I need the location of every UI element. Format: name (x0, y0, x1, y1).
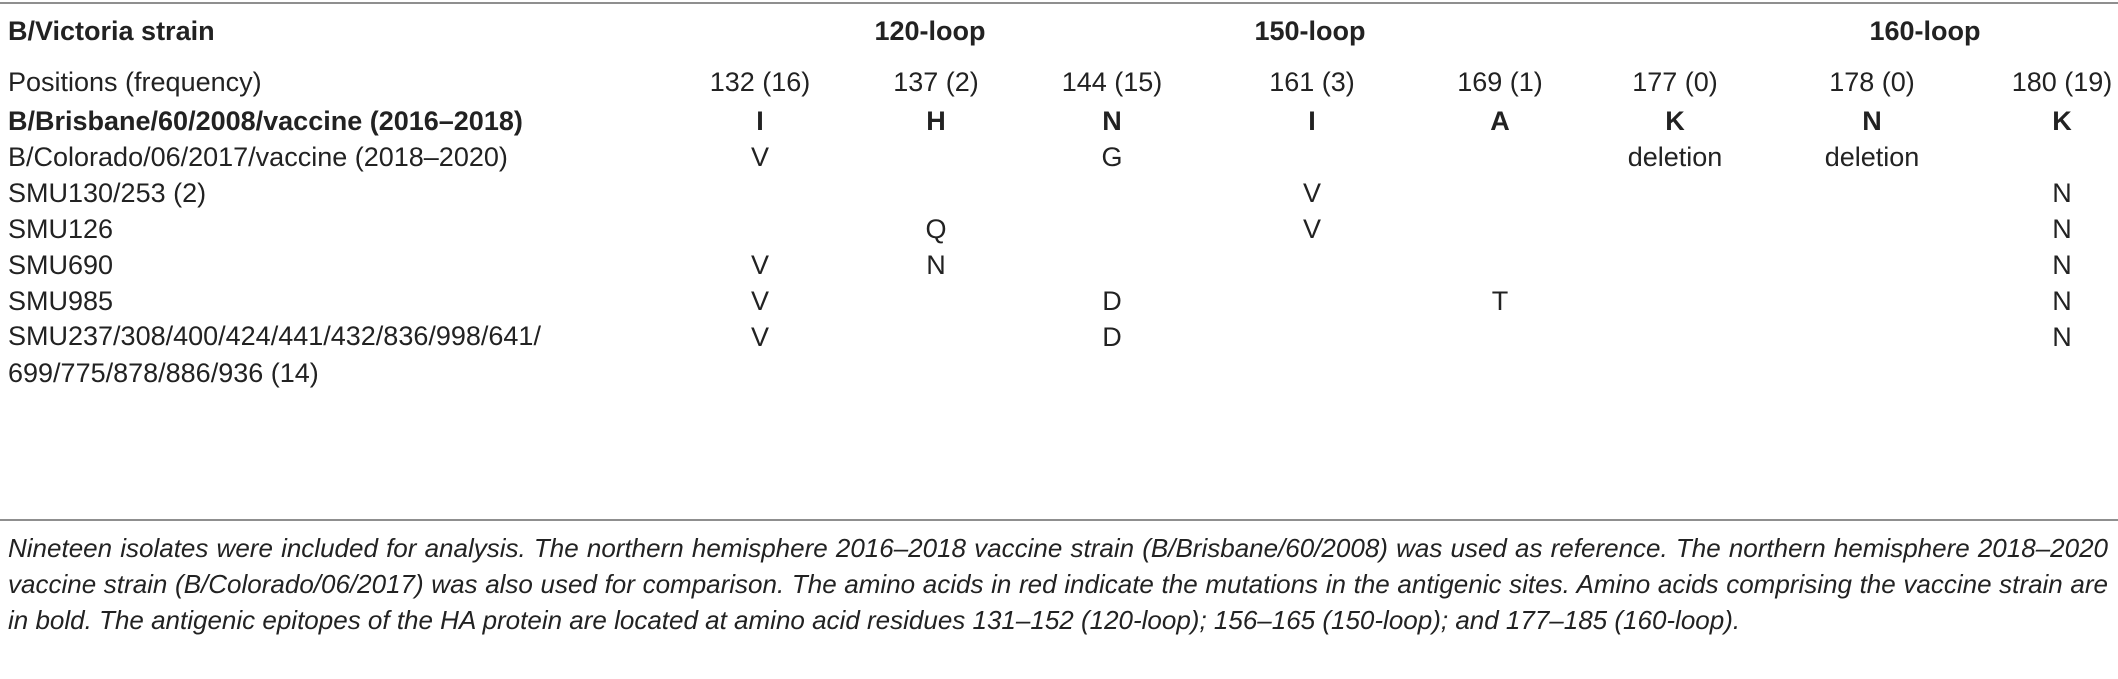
table-top-rule (0, 2, 2118, 4)
header-loop-150: 150-loop (1254, 16, 1366, 46)
residue-cell: G (1101, 142, 1123, 172)
residue-cell: V (1302, 178, 1321, 208)
position-cell: 180 (19) (2011, 67, 2113, 97)
residue-cell: N (926, 250, 946, 280)
residue-cell: K (2052, 106, 2072, 136)
residue-cell: D (1102, 286, 1122, 316)
residue-cell: V (1302, 214, 1321, 244)
strain-name: SMU690 (8, 250, 114, 280)
residue-cell: N (2052, 250, 2072, 280)
residue-cell: N (2052, 286, 2072, 316)
header-loop-120: 120-loop (874, 16, 986, 46)
positions-label: Positions (frequency) (8, 67, 262, 97)
residue-cell: V (750, 142, 769, 172)
strain-name: SMU126 (8, 214, 114, 244)
residue-cell: N (2052, 322, 2072, 352)
residue-cell: N (2052, 214, 2072, 244)
strain-name: SMU130/253 (2) (8, 178, 207, 208)
residue-cell: N (2052, 178, 2072, 208)
strain-name: B/Brisbane/60/2008/vaccine (2016–2018) (8, 106, 523, 136)
residue-cell: I (1308, 106, 1316, 136)
position-cell: 144 (15) (1061, 67, 1163, 97)
residue-cell: H (926, 106, 946, 136)
position-cell: 177 (0) (1632, 67, 1718, 97)
strain-name (8, 318, 541, 392)
header-loop-160: 160-loop (1869, 16, 1981, 46)
strain-name-line: SMU237/308/400/424/441/432/836/998/641/ (8, 321, 541, 351)
position-cell: 178 (0) (1829, 67, 1915, 97)
strain-name: B/Colorado/06/2017/vaccine (2018–2020) (8, 142, 508, 172)
residue-cell: deletion (1627, 142, 1723, 172)
residue-cell: deletion (1824, 142, 1920, 172)
residue-cell: N (1862, 106, 1882, 136)
residue-cell: V (750, 322, 769, 352)
position-cell: 169 (1) (1457, 67, 1543, 97)
residue-cell: A (1490, 106, 1510, 136)
position-cell: 132 (16) (709, 67, 811, 97)
residue-cell: I (756, 106, 764, 136)
table-row (0, 314, 2118, 394)
position-cell: 137 (2) (893, 67, 979, 97)
residue-cell: T (1491, 286, 1509, 316)
residue-cell: V (750, 250, 769, 280)
table-header-row (0, 8, 2118, 54)
residue-cell: V (750, 286, 769, 316)
residue-cell: K (1665, 106, 1685, 136)
residue-cell: N (1102, 106, 1122, 136)
strain-name-line: 699/775/878/886/936 (14) (8, 358, 319, 388)
header-strain: B/Victoria strain (8, 16, 215, 46)
residue-cell: D (1102, 322, 1122, 352)
table-footnote: Nineteen isolates were included for analysis. The northern hemisphere 2016–2018 vaccine strain (B/Brisbane/60/2008) was used as reference. The northern hemisphere 2018–2020 vaccine strain (B/Colorado/06/2017) was also used for comparison. The amino acids in red indicate the mutations in the antigenic sites. Amino acids comprising the vaccine strain are in bold. The antigenic epitopes of the HA protein are located at amino acid residues 131–152 (120-loop); 156–165 (150-loop); and 177–185 (160-loop). (8, 533, 2108, 635)
strain-name: SMU985 (8, 286, 114, 316)
position-cell: 161 (3) (1269, 67, 1355, 97)
table-bottom-rule (0, 519, 2118, 521)
residue-cell: Q (925, 214, 947, 244)
